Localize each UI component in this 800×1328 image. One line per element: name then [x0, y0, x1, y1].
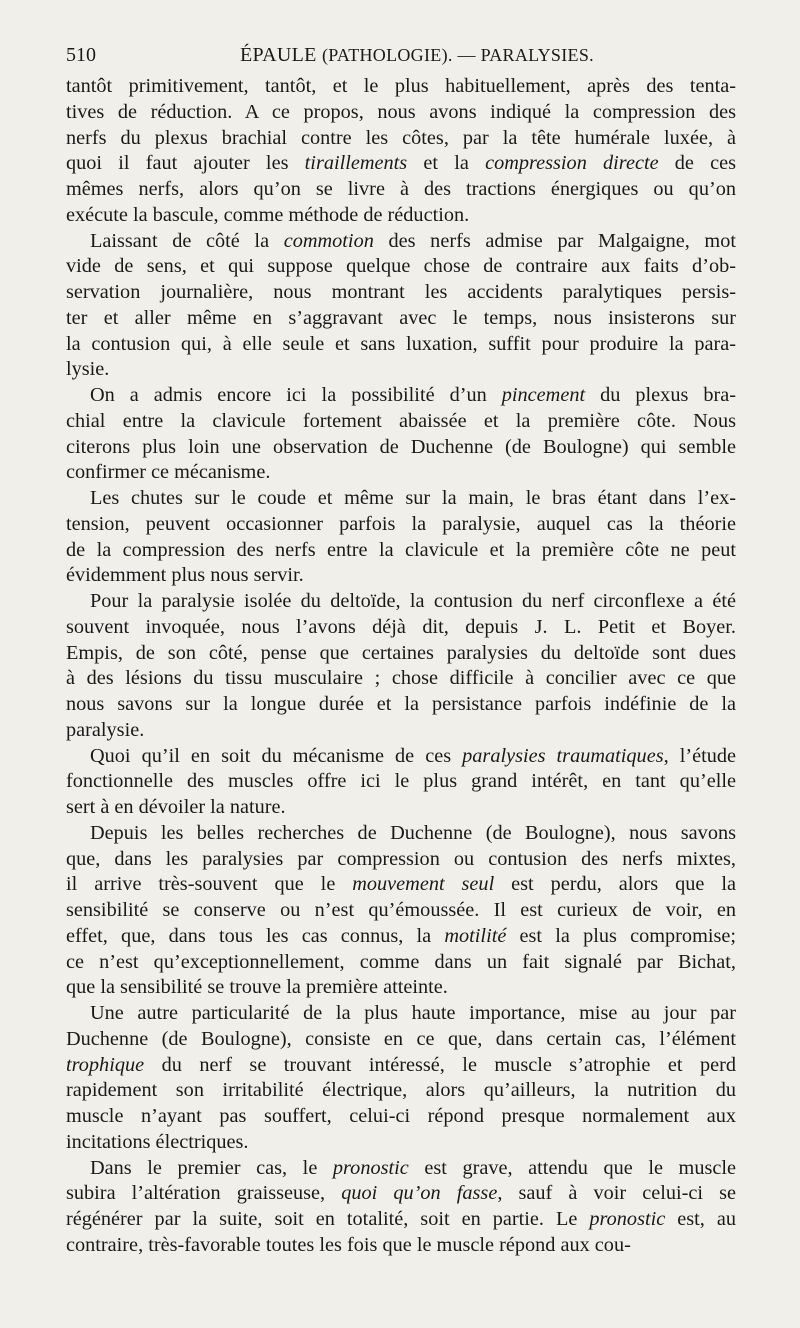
text-line: à des lésions du tissu musculaire ; chose difficile à concilier avec ce que — [66, 667, 736, 690]
text-line: il arrive très-souvent que le mouvement seul est perdu, alors que la — [66, 873, 736, 896]
text-line: Duchenne (de Boulogne), consiste en ce que, dans certain cas, l’élément — [66, 1027, 736, 1050]
text-line: exécute la bascule, comme méthode de réduction. — [66, 203, 470, 226]
text-line: lysie. — [66, 358, 110, 381]
paragraph — [66, 821, 736, 1001]
text-line: Empis, de son côté, pense que certaines paralysies du deltoïde sont dues — [66, 641, 736, 664]
text-line: nerfs du plexus brachial contre les côtes, par la tête humérale luxée, à — [66, 126, 736, 149]
page-body — [66, 74, 736, 1259]
text-line: On a admis encore ici la possibilité d’un pincement du plexus bra- — [90, 384, 736, 406]
paragraph — [66, 1156, 736, 1259]
paragraph — [66, 1001, 736, 1156]
paragraph — [66, 74, 736, 229]
text-line: muscle n’ayant pas souffert, celui-ci répond presque normalement aux — [66, 1105, 736, 1127]
text-line: incitations électriques. — [66, 1130, 249, 1153]
paragraph — [66, 589, 736, 744]
text-line: nous savons sur la longue durée et la persistance parfois indéfinie de la — [66, 693, 736, 715]
text-line: Les chutes sur le coude et même sur la main, le bras étant dans l’ex- — [90, 487, 736, 509]
text-line: subira l’altération graisseuse, quoi qu’on fasse, sauf à voir celui-ci se — [66, 1182, 736, 1205]
text-line: rapidement son irritabilité électrique, alors qu’ailleurs, la nutrition du — [66, 1079, 736, 1102]
text-line: vide de sens, et qui suppose quelque chose de contraire aux faits d’ob- — [66, 255, 736, 278]
text-line: que, dans les paralysies par compression ou contusion des nerfs mixtes, — [66, 847, 736, 870]
paragraph — [66, 229, 736, 384]
text-line: tension, peuvent occasionner parfois la paralysie, auquel cas la théorie — [66, 512, 736, 535]
running-title-main: ÉPAULE — [240, 44, 317, 66]
text-line: contraire, très-favorable toutes les fois que le muscle répond aux cou- — [66, 1233, 631, 1256]
text-line: tantôt primitivement, tantôt, et le plus habituellement, après des tenta- — [66, 75, 736, 97]
text-line: la contusion qui, à elle seule et sans luxation, suffit pour produire la para- — [66, 332, 736, 355]
text-line: régénérer par la suite, soit en totalité, soit en partie. Le pronostic est, au — [66, 1208, 736, 1230]
text-line: Une autre particularité de la plus haute importance, mise au jour par — [90, 1002, 736, 1024]
text-line: trophique du nerf se trouvant intéressé, le muscle s’atrophie et perd — [66, 1053, 736, 1076]
paragraph — [66, 383, 736, 486]
text-line: que la sensibilité se trouve la première atteinte. — [66, 976, 448, 999]
text-line: sert à en dévoiler la nature. — [66, 796, 286, 818]
text-line: évidemment plus nous servir. — [66, 564, 304, 587]
running-title-sub: (PATHOLOGIE). — PARALYSIES. — [321, 45, 594, 65]
page-number: 510 — [66, 44, 96, 66]
text-line: citerons plus loin une observation de Duchenne (de Boulogne) qui semble — [66, 435, 736, 458]
text-line: effet, que, dans tous les cas connus, la motilité est la plus compromise; — [66, 924, 737, 947]
text-line: Pour la paralysie isolée du deltoïde, la contusion du nerf circonflexe a été — [90, 590, 736, 612]
text-line: de la compression des nerfs entre la clavicule et la première côte ne peut — [66, 538, 736, 561]
text-line: Depuis les belles recherches de Duchenne (de Boulogne), nous savons — [90, 821, 736, 844]
text-line: confirmer ce mécanisme. — [66, 461, 271, 484]
text-line: Laissant de côté la commotion des nerfs admise par Malgaigne, mot — [90, 229, 736, 252]
running-header — [66, 44, 734, 74]
text-line: ter et aller même en s’aggravant avec le temps, nous insisterons sur — [66, 306, 736, 329]
paragraph — [66, 744, 736, 821]
text-line: paralysie. — [66, 718, 145, 741]
running-title — [240, 44, 594, 67]
text-line: sensibilité se conserve ou n’est qu’émoussée. Il est curieux de voir, en — [66, 899, 736, 921]
text-line: tives de réduction. A ce propos, nous avons indiqué la compression des — [66, 100, 736, 123]
text-line: souvent invoquée, nous l’avons déjà dit, depuis J. L. Petit et Boyer. — [66, 615, 736, 638]
text-line: quoi il faut ajouter les tiraillements et la compression directe de ces — [66, 152, 737, 175]
text-line: Quoi qu’il en soit du mécanisme de ces paralysies traumatiques, l’étude — [90, 744, 737, 767]
text-line: fonctionnelle des muscles offre ici le plus grand intérêt, en tant qu’elle — [66, 770, 736, 793]
paragraph — [66, 486, 736, 589]
text-line: Dans le premier cas, le pronostic est grave, attendu que le muscle — [90, 1156, 736, 1179]
text-line: mêmes nerfs, alors qu’on se livre à des tractions énergiques ou qu’on — [66, 178, 736, 200]
text-line: chial entre la clavicule fortement abaissée et la première côte. Nous — [66, 409, 736, 432]
text-line: servation journalière, nous montrant les accidents paralytiques persis- — [66, 281, 736, 303]
text-line: ce n’est qu’exceptionnellement, comme dans un fait signalé par Bichat, — [66, 950, 736, 973]
